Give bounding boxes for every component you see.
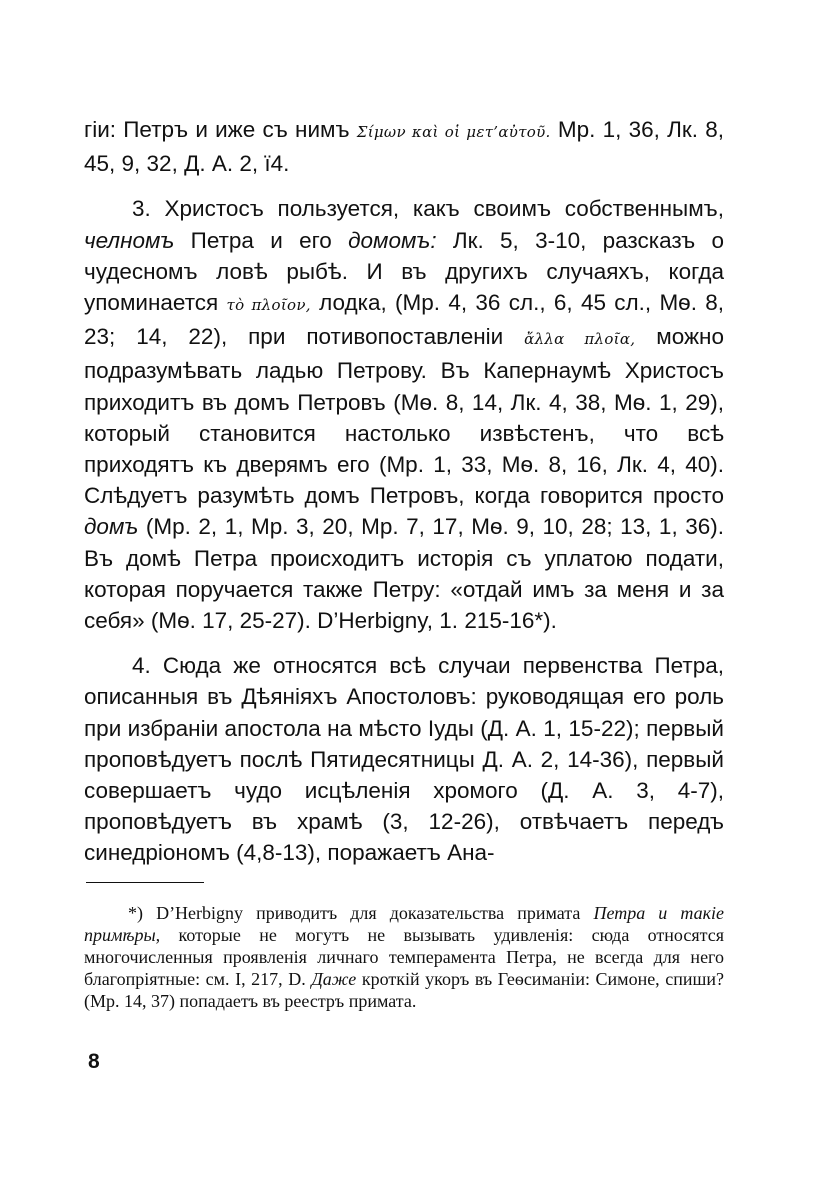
emphasis-text: домомъ:: [348, 227, 437, 253]
emphasis-text: Петра и такіе примѣры,: [84, 903, 724, 945]
greek-quote: ἄλλα πλοῖα,: [524, 330, 636, 349]
paragraph: [84, 193, 724, 636]
text-run: кроткій укоръ въ Геѳсиманіи: Симоне, спиши? (Мр. 14, 37) попадаетъ въ реестръ примата.: [84, 969, 724, 1011]
footnote: [84, 902, 724, 1012]
text-run: Петра и его: [174, 227, 349, 253]
emphasis-text: домъ: [84, 514, 139, 540]
emphasis-text: Даже: [311, 969, 357, 989]
text-run: гіи: Петръ и иже съ нимъ: [84, 117, 357, 142]
text-run: можно подразумѣвать ладью Петрову. Въ Капернаумѣ Христосъ приходитъ въ домъ Петровъ (Мѳ. 8, 14, Лк. 4, 38, Мѳ. 1, 29), который становится настолько извѣстенъ, что всѣ приходятъ къ дверямъ его (Мр. 1, 33, Мѳ. 8, 16, Лк. 4, 40). Слѣдуетъ разумѣть домъ Петровъ, когда говорится просто: [84, 324, 724, 509]
text-run: *) D’Herbigny приводитъ для доказательства примата: [128, 903, 594, 923]
paragraph: [84, 114, 724, 179]
text-run: лодка, (Мр. 4, 36 сл., 6, 45 сл., Мѳ. 8, 23; 14, 22), при потивопоставленіи: [84, 290, 725, 350]
footnote-separator: [86, 882, 204, 883]
text-run: Лк. 5, 3-10, разсказъ о чудесномъ ловѣ рыбѣ. И въ другихъ случаяхъ, когда упоминается: [84, 227, 725, 316]
text-run: 4. Сюда же относятся всѣ случаи первенства Петра, описанныя въ Дѣяніяхъ Апостоловъ: руководящая его роль при избраніи апостола на мѣсто Іуды (Д. А. 1, 15-22); первый проповѣдуетъ послѣ Пятидесятницы Д. А. 2, 14-36), первый совершаетъ чудо исцѣленія хромого (Д. А. 3, 4-7), проповѣдуетъ въ храмѣ (3, 12-26), отвѣчаетъ передъ синедріономъ (4,8-13), поражаетъ Ана-: [84, 653, 724, 866]
page-number: 8: [88, 1050, 100, 1073]
text-run: Мр. 1, 36, Лк. 8, 45, 9, 32, Д. А. 2, ї4.: [84, 117, 724, 177]
paragraph: [84, 650, 724, 868]
emphasis-text: челномъ: [84, 227, 175, 253]
text-run: 3. Христосъ пользуется, какъ своимъ собственнымъ,: [132, 196, 724, 222]
text-run: (Мр. 2, 1, Мр. 3, 20, Мр. 7, 17, Мѳ. 9, 10, 28; 13, 1, 36). Въ домѣ Петра происходитъ исторія съ уплатою подати, которая поручается также Петру: «отдай имъ за меня и за себя» (Мѳ. 17, 25-27). D’Herbigny, 1. 215-16*).: [84, 514, 724, 634]
text-run: которые не могутъ не вызывать удивленія: сюда относятся многочисленныя проявленія личнаго темперамента Петра, не всегда для него благопріятные: см. I, 217, D.: [84, 925, 724, 989]
greek-quote: Σίμων καὶ οἱ μετ’αὐτοῦ.: [356, 123, 551, 141]
greek-quote: τὸ πλοῖον,: [226, 296, 311, 315]
main-text: [84, 114, 724, 883]
